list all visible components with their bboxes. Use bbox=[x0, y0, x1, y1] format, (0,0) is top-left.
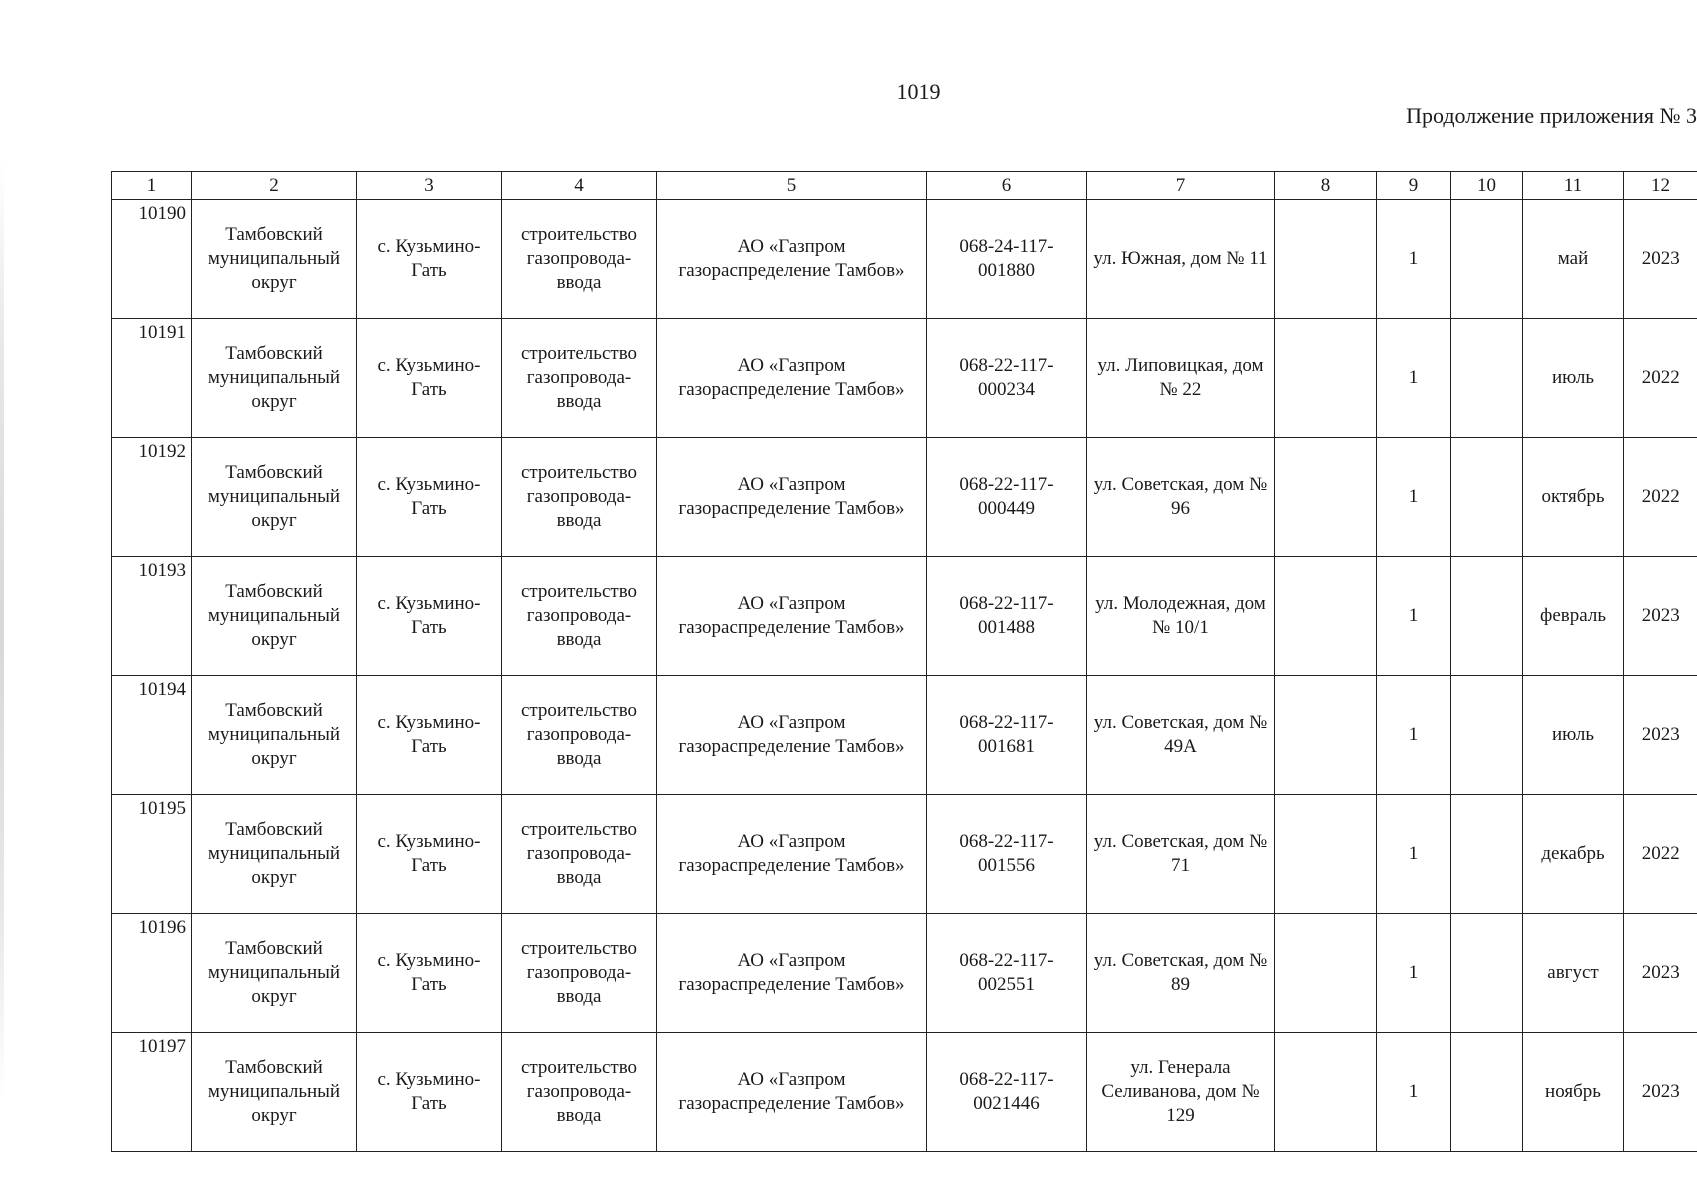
address-cell: ул. Генерала Селиванова, дом № 129 bbox=[1087, 1033, 1275, 1152]
month-cell: ноябрь bbox=[1523, 1033, 1624, 1152]
organization-cell: АО «Газпром газораспределение Тамбов» bbox=[657, 795, 927, 914]
column-header-10: 10 bbox=[1451, 172, 1523, 200]
district-cell: Тамбовский муниципальный округ bbox=[192, 1033, 357, 1152]
column-header-1: 1 bbox=[112, 172, 192, 200]
month-cell: февраль bbox=[1523, 557, 1624, 676]
address-cell: ул. Молодежная, дом № 10/1 bbox=[1087, 557, 1275, 676]
column-8-cell bbox=[1275, 438, 1377, 557]
year-cell: 2023 bbox=[1624, 676, 1697, 795]
code-cell: 068-22-117-002551 bbox=[927, 914, 1087, 1033]
column-header-8: 8 bbox=[1275, 172, 1377, 200]
year-cell: 2023 bbox=[1624, 1033, 1697, 1152]
quantity-cell: 1 bbox=[1377, 200, 1451, 319]
district-cell: Тамбовский муниципальный округ bbox=[192, 557, 357, 676]
quantity-cell: 1 bbox=[1377, 438, 1451, 557]
column-8-cell bbox=[1275, 676, 1377, 795]
month-cell: октябрь bbox=[1523, 438, 1624, 557]
quantity-cell: 1 bbox=[1377, 1033, 1451, 1152]
register-table bbox=[111, 171, 1697, 1152]
table-row bbox=[112, 795, 1697, 914]
settlement-cell: с. Кузьмино-Гать bbox=[357, 676, 502, 795]
organization-cell: АО «Газпром газораспределение Тамбов» bbox=[657, 438, 927, 557]
settlement-cell: с. Кузьмино-Гать bbox=[357, 438, 502, 557]
quantity-cell: 1 bbox=[1377, 914, 1451, 1033]
table-row bbox=[112, 914, 1697, 1033]
column-8-cell bbox=[1275, 914, 1377, 1033]
year-cell: 2023 bbox=[1624, 914, 1697, 1033]
code-cell: 068-24-117-001880 bbox=[927, 200, 1087, 319]
work-type-cell: строительство газопровода-ввода bbox=[502, 676, 657, 795]
address-cell: ул. Южная, дом № 11 bbox=[1087, 200, 1275, 319]
organization-cell: АО «Газпром газораспределение Тамбов» bbox=[657, 200, 927, 319]
address-cell: ул. Советская, дом № 71 bbox=[1087, 795, 1275, 914]
code-cell: 068-22-117-001556 bbox=[927, 795, 1087, 914]
column-10-cell bbox=[1451, 438, 1523, 557]
table-row bbox=[112, 557, 1697, 676]
year-cell: 2022 bbox=[1624, 438, 1697, 557]
column-8-cell bbox=[1275, 557, 1377, 676]
column-header-12: 12 bbox=[1624, 172, 1697, 200]
address-cell: ул. Советская, дом № 96 bbox=[1087, 438, 1275, 557]
column-header-11: 11 bbox=[1523, 172, 1624, 200]
column-10-cell bbox=[1451, 914, 1523, 1033]
code-cell: 068-22-117-000449 bbox=[927, 438, 1087, 557]
code-cell: 068-22-117-000234 bbox=[927, 319, 1087, 438]
work-type-cell: строительство газопровода-ввода bbox=[502, 914, 657, 1033]
year-cell: 2022 bbox=[1624, 319, 1697, 438]
year-cell: 2022 bbox=[1624, 795, 1697, 914]
settlement-cell: с. Кузьмино-Гать bbox=[357, 795, 502, 914]
organization-cell: АО «Газпром газораспределение Тамбов» bbox=[657, 319, 927, 438]
column-header-7: 7 bbox=[1087, 172, 1275, 200]
year-cell: 2023 bbox=[1624, 557, 1697, 676]
work-type-cell: строительство газопровода-ввода bbox=[502, 319, 657, 438]
table-row bbox=[112, 200, 1697, 319]
row-number: 10197 bbox=[112, 1033, 192, 1152]
table-row bbox=[112, 438, 1697, 557]
month-cell: декабрь bbox=[1523, 795, 1624, 914]
settlement-cell: с. Кузьмино-Гать bbox=[357, 200, 502, 319]
column-header-6: 6 bbox=[927, 172, 1087, 200]
code-cell: 068-22-117-0021446 bbox=[927, 1033, 1087, 1152]
quantity-cell: 1 bbox=[1377, 795, 1451, 914]
code-cell: 068-22-117-001681 bbox=[927, 676, 1087, 795]
month-cell: август bbox=[1523, 914, 1624, 1033]
work-type-cell: строительство газопровода-ввода bbox=[502, 438, 657, 557]
organization-cell: АО «Газпром газораспределение Тамбов» bbox=[657, 1033, 927, 1152]
settlement-cell: с. Кузьмино-Гать bbox=[357, 1033, 502, 1152]
column-header-9: 9 bbox=[1377, 172, 1451, 200]
table-row bbox=[112, 1033, 1697, 1152]
district-cell: Тамбовский муниципальный округ bbox=[192, 319, 357, 438]
organization-cell: АО «Газпром газораспределение Тамбов» bbox=[657, 676, 927, 795]
district-cell: Тамбовский муниципальный округ bbox=[192, 438, 357, 557]
address-cell: ул. Липовицкая, дом № 22 bbox=[1087, 319, 1275, 438]
table-row bbox=[112, 319, 1697, 438]
row-number: 10196 bbox=[112, 914, 192, 1033]
quantity-cell: 1 bbox=[1377, 557, 1451, 676]
month-cell: июль bbox=[1523, 319, 1624, 438]
appendix-continuation-note: Продолжение приложения № 3 bbox=[1406, 103, 1697, 128]
row-number: 10193 bbox=[112, 557, 192, 676]
month-cell: июль bbox=[1523, 676, 1624, 795]
column-header-4: 4 bbox=[502, 172, 657, 200]
row-number: 10190 bbox=[112, 200, 192, 319]
address-cell: ул. Советская, дом № 49А bbox=[1087, 676, 1275, 795]
table-row bbox=[112, 676, 1697, 795]
quantity-cell: 1 bbox=[1377, 676, 1451, 795]
page-number: 1019 bbox=[896, 79, 941, 104]
work-type-cell: строительство газопровода-ввода bbox=[502, 795, 657, 914]
column-10-cell bbox=[1451, 319, 1523, 438]
address-cell: ул. Советская, дом № 89 bbox=[1087, 914, 1275, 1033]
month-cell: май bbox=[1523, 200, 1624, 319]
header-row bbox=[112, 172, 1697, 200]
district-cell: Тамбовский муниципальный округ bbox=[192, 676, 357, 795]
district-cell: Тамбовский муниципальный округ bbox=[192, 914, 357, 1033]
district-cell: Тамбовский муниципальный округ bbox=[192, 200, 357, 319]
column-8-cell bbox=[1275, 200, 1377, 319]
column-8-cell bbox=[1275, 319, 1377, 438]
code-cell: 068-22-117-001488 bbox=[927, 557, 1087, 676]
organization-cell: АО «Газпром газораспределение Тамбов» bbox=[657, 557, 927, 676]
column-8-cell bbox=[1275, 795, 1377, 914]
column-header-5: 5 bbox=[657, 172, 927, 200]
column-10-cell bbox=[1451, 676, 1523, 795]
scan-edge-shadow bbox=[0, 160, 4, 1100]
row-number: 10194 bbox=[112, 676, 192, 795]
column-10-cell bbox=[1451, 557, 1523, 676]
column-10-cell bbox=[1451, 795, 1523, 914]
column-8-cell bbox=[1275, 1033, 1377, 1152]
column-header-2: 2 bbox=[192, 172, 357, 200]
row-number: 10191 bbox=[112, 319, 192, 438]
year-cell: 2023 bbox=[1624, 200, 1697, 319]
row-number: 10192 bbox=[112, 438, 192, 557]
column-10-cell bbox=[1451, 200, 1523, 319]
row-number: 10195 bbox=[112, 795, 192, 914]
quantity-cell: 1 bbox=[1377, 319, 1451, 438]
column-header-3: 3 bbox=[357, 172, 502, 200]
settlement-cell: с. Кузьмино-Гать bbox=[357, 557, 502, 676]
settlement-cell: с. Кузьмино-Гать bbox=[357, 319, 502, 438]
column-10-cell bbox=[1451, 1033, 1523, 1152]
work-type-cell: строительство газопровода-ввода bbox=[502, 557, 657, 676]
organization-cell: АО «Газпром газораспределение Тамбов» bbox=[657, 914, 927, 1033]
work-type-cell: строительство газопровода-ввода bbox=[502, 1033, 657, 1152]
settlement-cell: с. Кузьмино-Гать bbox=[357, 914, 502, 1033]
district-cell: Тамбовский муниципальный округ bbox=[192, 795, 357, 914]
work-type-cell: строительство газопровода-ввода bbox=[502, 200, 657, 319]
